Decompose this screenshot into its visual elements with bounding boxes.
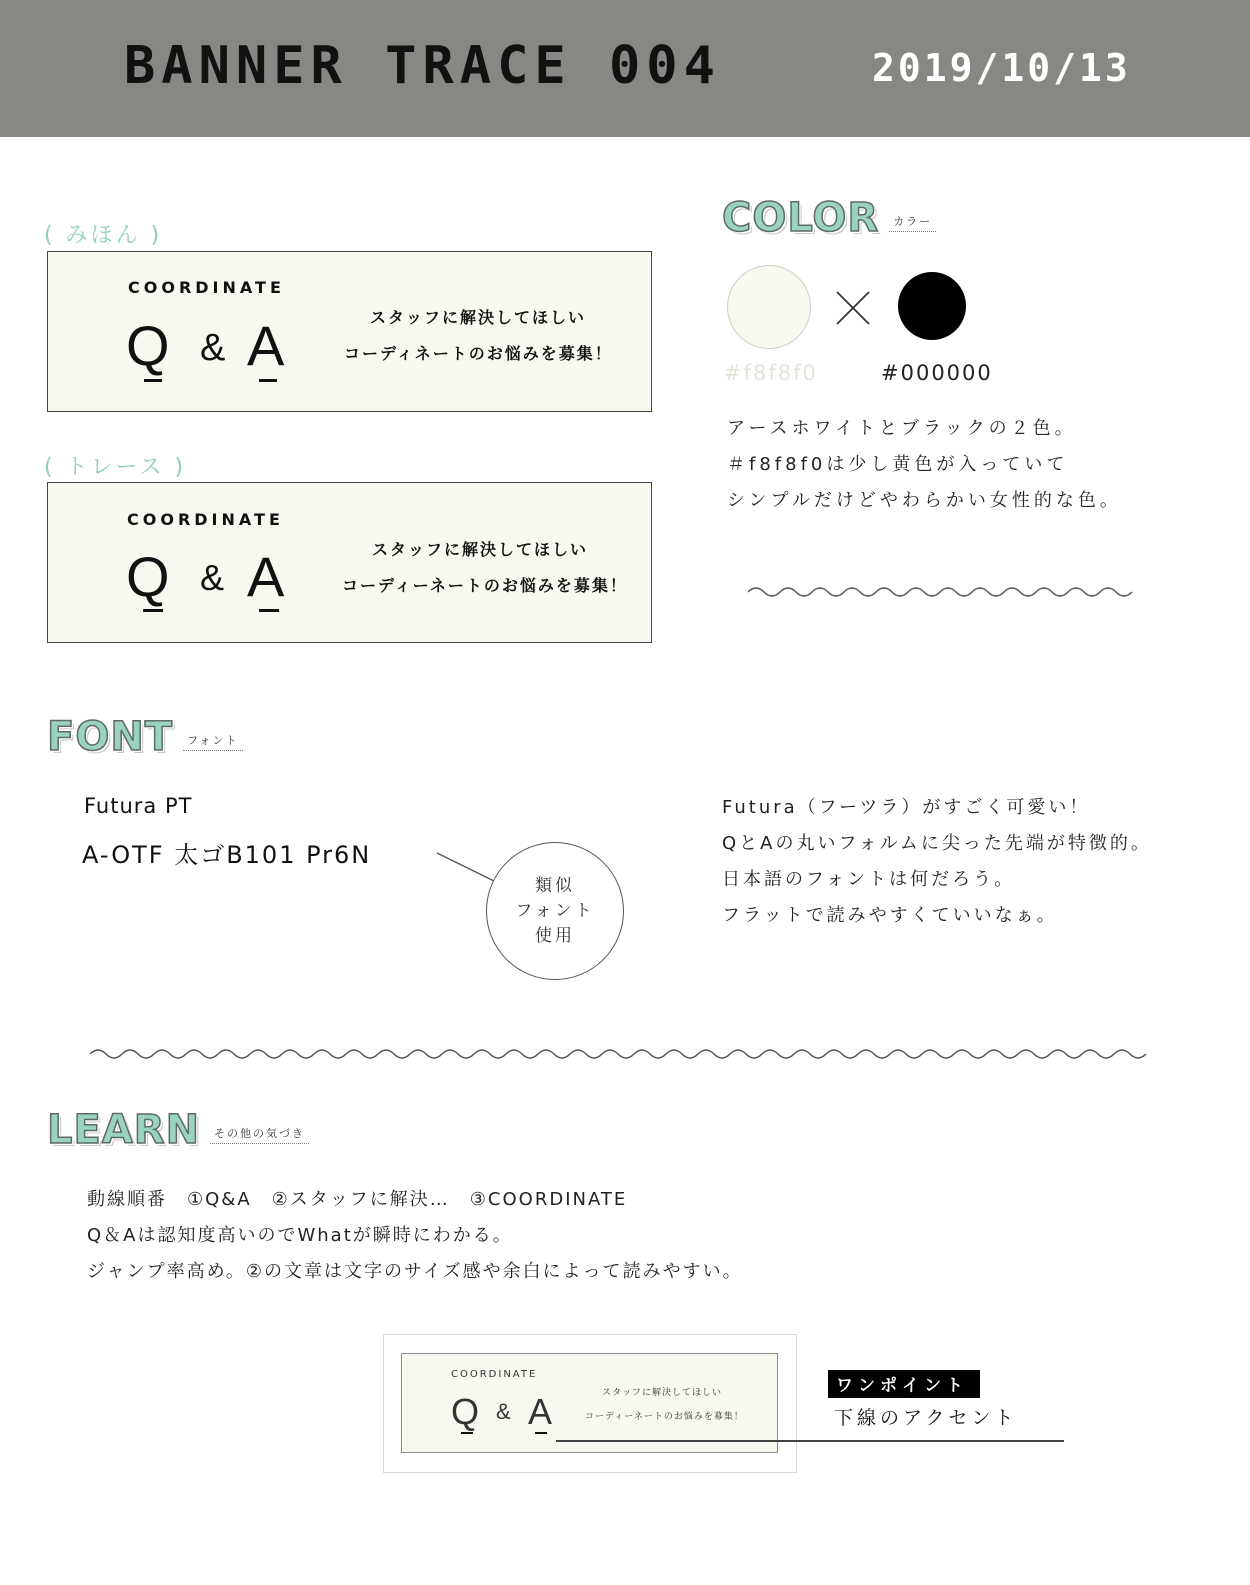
- banner-text-line2: コーディーネートのお悩みを募集！: [342, 576, 628, 595]
- learn-line: Q＆Aは認知度高いのでWhatが瞬時にわかる。: [87, 1225, 513, 1246]
- banner-a-letter: A: [247, 545, 285, 608]
- font-name-japanese: A-OTF 太ゴB101 Pr6N: [82, 841, 372, 869]
- font-comment: [722, 790, 1152, 934]
- learn-line: 動線順番 ①Q&A ②スタッフに解決… ③COORDINATE: [87, 1189, 628, 1210]
- page-date: 2019/10/13: [872, 46, 1131, 90]
- q-underline: [461, 1432, 473, 1434]
- banner-text-line1: スタッフに解決してほしい: [370, 308, 587, 327]
- bubble-line: 使用: [535, 925, 575, 946]
- font-subheading-text: フォント: [183, 732, 242, 751]
- banner-text-line2: コーディーネートのお悩みを募集！: [585, 1412, 744, 1422]
- swatch-earth-white: [727, 265, 811, 349]
- bubble-line: フォント: [515, 900, 595, 921]
- font-comment-line: 日本語のフォントは何だろう。: [722, 869, 1016, 890]
- banner-text-line2: コーディネートのお悩みを募集！: [344, 344, 613, 363]
- learn-subheading-text: その他の気づき: [210, 1125, 309, 1144]
- banner-ampersand: &: [200, 557, 225, 598]
- banner-ampersand: &: [496, 1399, 511, 1424]
- a-underline: [259, 609, 279, 612]
- font-section-heading: [47, 714, 243, 760]
- banner-coordinate-text: COORDINATE: [127, 510, 284, 529]
- color-description: [727, 411, 1122, 519]
- trace-label: ( トレース ): [44, 455, 187, 480]
- banner-ampersand: &: [200, 327, 226, 369]
- color-description-line: シンプルだけどやわらかい女性的な色。: [727, 490, 1122, 511]
- banner-coordinate-text: COORDINATE: [451, 1369, 538, 1380]
- wave-divider-small: [748, 580, 1133, 604]
- trace-banner: [47, 482, 652, 643]
- banner-a-letter: A: [247, 314, 285, 377]
- banner-q-letter: Q: [451, 1391, 480, 1432]
- banner-q-letter: Q: [126, 545, 170, 608]
- sample-banner: [47, 251, 652, 412]
- times-icon: [835, 290, 871, 326]
- font-comment-line: Futura（フーツラ）がすごく可愛い！: [722, 797, 1091, 818]
- banner-q-letter: Q: [126, 314, 170, 377]
- banner-coordinate-text: COORDINATE: [128, 278, 285, 297]
- learn-heading-text: LEARN: [47, 1107, 201, 1153]
- similar-font-bubble: [486, 842, 624, 980]
- bubble-pointer-line: [436, 852, 496, 884]
- swatch-label-black: #000000: [881, 361, 993, 385]
- font-name-latin: Futura PT: [84, 794, 193, 818]
- color-subheading-text: カラー: [889, 213, 936, 232]
- learn-line: ジャンプ率高め。②の文章は文字のサイズ感や余白によって読みやすい。: [87, 1261, 743, 1282]
- bubble-line: 類似: [535, 875, 575, 896]
- q-underline: [143, 609, 163, 612]
- font-comment-line: フラットで読みやすくていいなぁ。: [722, 905, 1058, 926]
- font-comment-line: QとAの丸いフォルムに尖った先端が特徴的。: [722, 833, 1152, 854]
- page-title: BANNER TRACE 004: [124, 36, 721, 96]
- banner-text-line1: スタッフに解決してほしい: [372, 540, 589, 559]
- a-underline: [259, 379, 277, 382]
- color-heading-text: COLOR: [722, 195, 880, 241]
- wave-divider-large: [90, 1042, 1148, 1066]
- color-description-line: アースホワイトとブラックの２色。: [727, 418, 1077, 439]
- sample-label: ( みほん ): [44, 223, 163, 248]
- swatch-label-earth-white: #f8f8f0: [724, 361, 818, 385]
- onepoint-badge: ワンポイント: [828, 1370, 980, 1398]
- q-underline: [144, 379, 162, 382]
- banner-a-letter: A: [528, 1391, 553, 1432]
- learn-notes: [87, 1182, 743, 1290]
- swatch-black: [898, 272, 966, 340]
- a-underline: [535, 1432, 547, 1434]
- onepoint-callout-line: [556, 1440, 1064, 1442]
- color-section-heading: [722, 195, 936, 241]
- learn-section-heading: [47, 1107, 309, 1153]
- banner-text-line1: スタッフに解決してほしい: [602, 1388, 723, 1398]
- font-heading-text: FONT: [47, 714, 174, 760]
- color-description-line: ＃f8f8f0は少し黄色が入っていて: [727, 454, 1069, 475]
- onepoint-text: 下線のアクセント: [834, 1407, 1018, 1429]
- mini-banner: [401, 1353, 778, 1453]
